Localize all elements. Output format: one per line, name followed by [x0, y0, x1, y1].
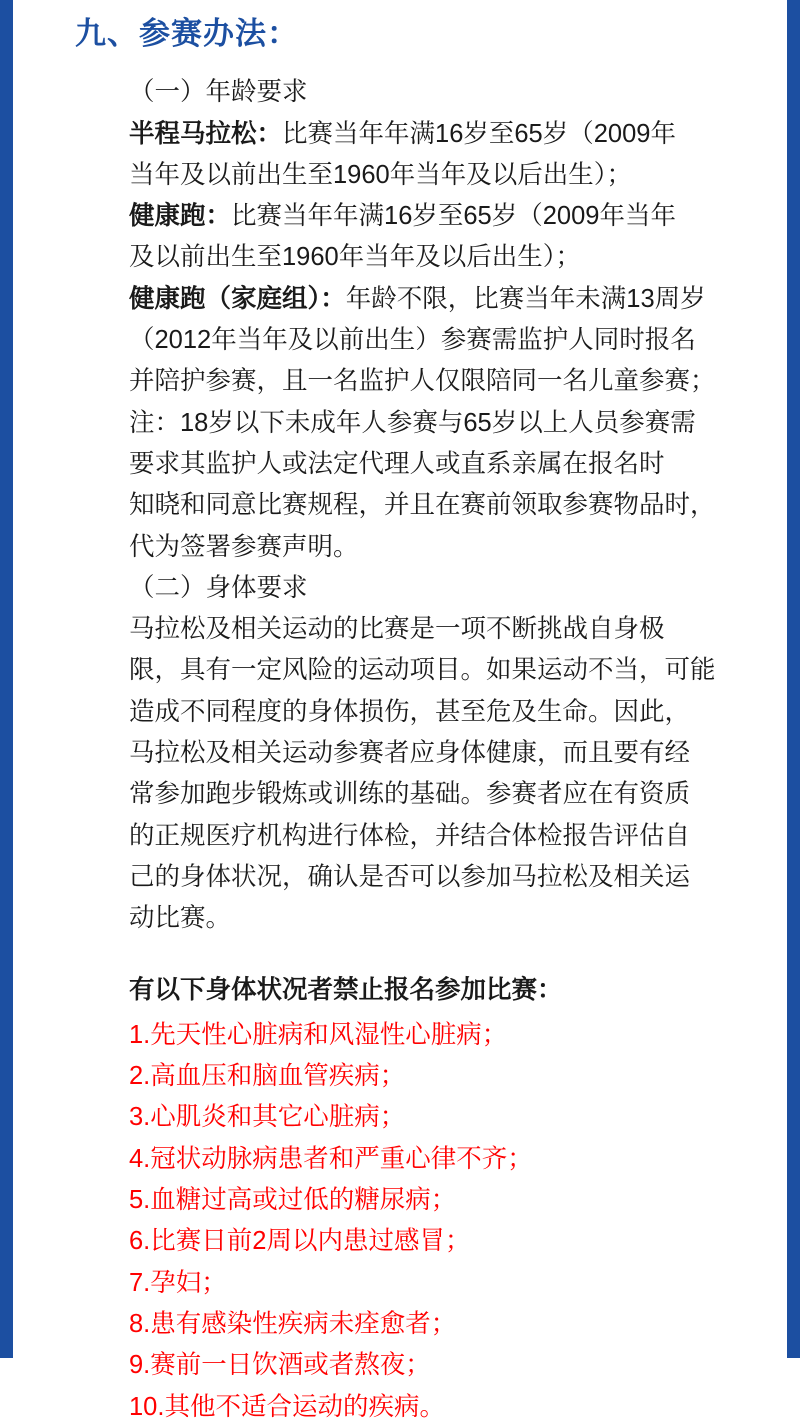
list-item: 4.冠状动脉病患者和严重心律不齐；	[129, 1144, 533, 1173]
age-item-health-run	[129, 196, 751, 237]
physical-paragraph-line-1: 马拉松及相关运动的比赛是一项不断挑战自身极	[129, 615, 665, 644]
left-decorative-bar	[0, 0, 13, 1358]
list-item: 5.血糖过高或过低的糖尿病；	[129, 1186, 457, 1215]
age-note-line-4: 代为签署参赛声明。	[129, 532, 359, 561]
physical-paragraph-line-6: 的正规医疗机构进行体检，并结合体检报告评估自	[129, 821, 691, 850]
physical-paragraph-line-3: 造成不同程度的身体损伤，甚至危及生命。因此，	[129, 697, 691, 726]
list-item: 1.先天性心脏病和风湿性心脏病；	[129, 1020, 508, 1049]
age-item-half-marathon-label: 半程马拉松：	[129, 119, 283, 148]
age-note-line-2: 要求其监护人或法定代理人或直系亲属在报名时	[129, 449, 665, 478]
physical-paragraph-line-7: 己的身体状况，确认是否可以参加马拉松及相关运	[129, 862, 691, 891]
age-item-half-marathon	[129, 114, 751, 155]
age-note-line-3: 知晓和同意比赛规程，并且在赛前领取参赛物品时，	[129, 491, 716, 520]
physical-paragraph-line-8: 动比赛。	[129, 904, 232, 933]
age-item-family-group-line-1: 年龄不限，比赛当年未满13周岁	[345, 284, 706, 313]
list-item: 7.孕妇；	[129, 1268, 227, 1297]
document-content	[13, 0, 787, 1421]
age-item-health-run-line-2: 及以前出生至1960年当年及以后出生）；	[129, 243, 581, 272]
prohibited-heading: 有以下身体状况者禁止报名参加比赛：	[129, 975, 563, 1004]
right-decorative-bar	[787, 0, 800, 1358]
age-item-half-marathon-line-2-wrap	[129, 155, 751, 196]
list-item: 8.患有感染性疾病未痊愈者；	[129, 1309, 457, 1338]
list-item: 9.赛前一日饮酒或者熬夜；	[129, 1351, 431, 1380]
age-item-family-group-line-2-wrap	[129, 320, 751, 361]
age-item-health-run-label: 健康跑：	[129, 202, 232, 231]
age-item-family-group	[129, 279, 751, 320]
list-item: 3.心肌炎和其它心脏病；	[129, 1103, 406, 1132]
age-item-family-group-label: 健康跑（家庭组）：	[129, 284, 346, 313]
section-title: 九、参赛办法：	[75, 16, 299, 51]
prohibited-list	[129, 1015, 751, 1428]
age-item-family-group-line-2: （2012年当年及以前出生）参赛需监护人同时报名	[129, 326, 696, 355]
age-item-health-run-line-2-wrap	[129, 237, 751, 278]
age-item-health-run-line-1: 比赛当年年满16岁至65岁（2009年当年	[231, 202, 676, 231]
list-item: 2.高血压和脑血管疾病；	[129, 1062, 406, 1091]
physical-paragraph-line-5: 常参加跑步锻炼或训练的基础。参赛者应在有资质	[129, 780, 691, 809]
list-item: 6.比赛日前2周以内患过感冒；	[129, 1227, 471, 1256]
age-item-family-group-line-3-wrap	[129, 361, 751, 402]
age-item-half-marathon-line-2: 当年及以前出生至1960年当年及以后出生）；	[129, 160, 632, 189]
physical-paragraph-line-4: 马拉松及相关运动参赛者应身体健康，而且要有经	[129, 739, 691, 768]
age-item-family-group-line-3: 并陪护参赛，且一名监护人仅限陪同一名儿童参赛；	[129, 367, 716, 396]
list-item: 10.其他不适合运动的疾病。	[129, 1392, 445, 1421]
age-requirement-heading: （一）年龄要求	[129, 78, 308, 107]
physical-requirement-heading: （二）身体要求	[129, 573, 308, 602]
body-block	[129, 72, 751, 1428]
physical-paragraph-line-2: 限，具有一定风险的运动项目。如果运动不当，可能	[129, 656, 716, 685]
age-note-line-1: 注：18岁以下未成年人参赛与65岁以上人员参赛需	[129, 408, 696, 437]
age-item-half-marathon-line-1: 比赛当年年满16岁至65岁（2009年	[282, 119, 676, 148]
